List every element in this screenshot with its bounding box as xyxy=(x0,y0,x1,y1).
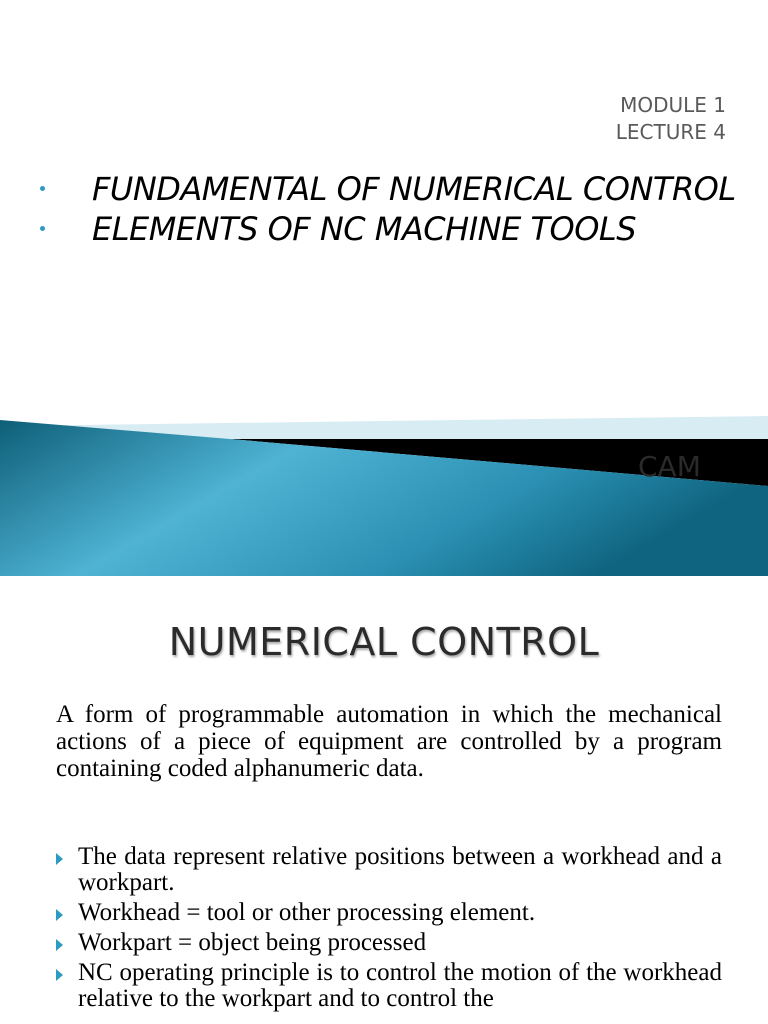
bullet-list xyxy=(56,844,722,1016)
module-line: MODULE 1 xyxy=(620,93,726,117)
list-item xyxy=(56,844,722,896)
list-item-text: NC operating principle is to control the motion of the workhead relative to the workpart and to control the xyxy=(78,959,722,1012)
triangle-bullet-icon xyxy=(56,939,63,951)
dot-bullet-icon xyxy=(40,186,45,191)
list-item-text: The data represent relative positions between a workhead and a workpart. xyxy=(78,843,722,896)
decorative-banner xyxy=(0,410,768,576)
triangle-bullet-icon xyxy=(56,909,63,921)
list-item xyxy=(56,960,722,1012)
module-lecture-label xyxy=(616,92,726,146)
title-text: FUNDAMENTAL OF NUMERICAL CONTROL xyxy=(92,170,736,208)
definition-paragraph: A form of programmable automation in which the mechanical actions of a piece of equipment are controlled by a program containing coded alphanumeric data. xyxy=(56,701,722,782)
title-item xyxy=(40,212,740,246)
list-item xyxy=(56,900,722,926)
triangle-bullet-icon xyxy=(56,853,63,865)
lecture-line: LECTURE 4 xyxy=(615,120,726,144)
list-item-text: Workpart = object being processed xyxy=(78,929,427,956)
dot-bullet-icon xyxy=(40,226,45,231)
cam-label: CAM xyxy=(638,450,701,483)
title-list xyxy=(40,172,740,246)
title-text: ELEMENTS OF NC MACHINE TOOLS xyxy=(92,210,637,248)
slide-title: NUMERICAL CONTROL xyxy=(168,620,600,664)
list-item xyxy=(56,930,722,956)
list-item-text: Workhead = tool or other processing element. xyxy=(78,899,536,926)
slide-2 xyxy=(0,576,768,1024)
title-item xyxy=(40,172,740,206)
triangle-bullet-icon xyxy=(56,969,63,981)
